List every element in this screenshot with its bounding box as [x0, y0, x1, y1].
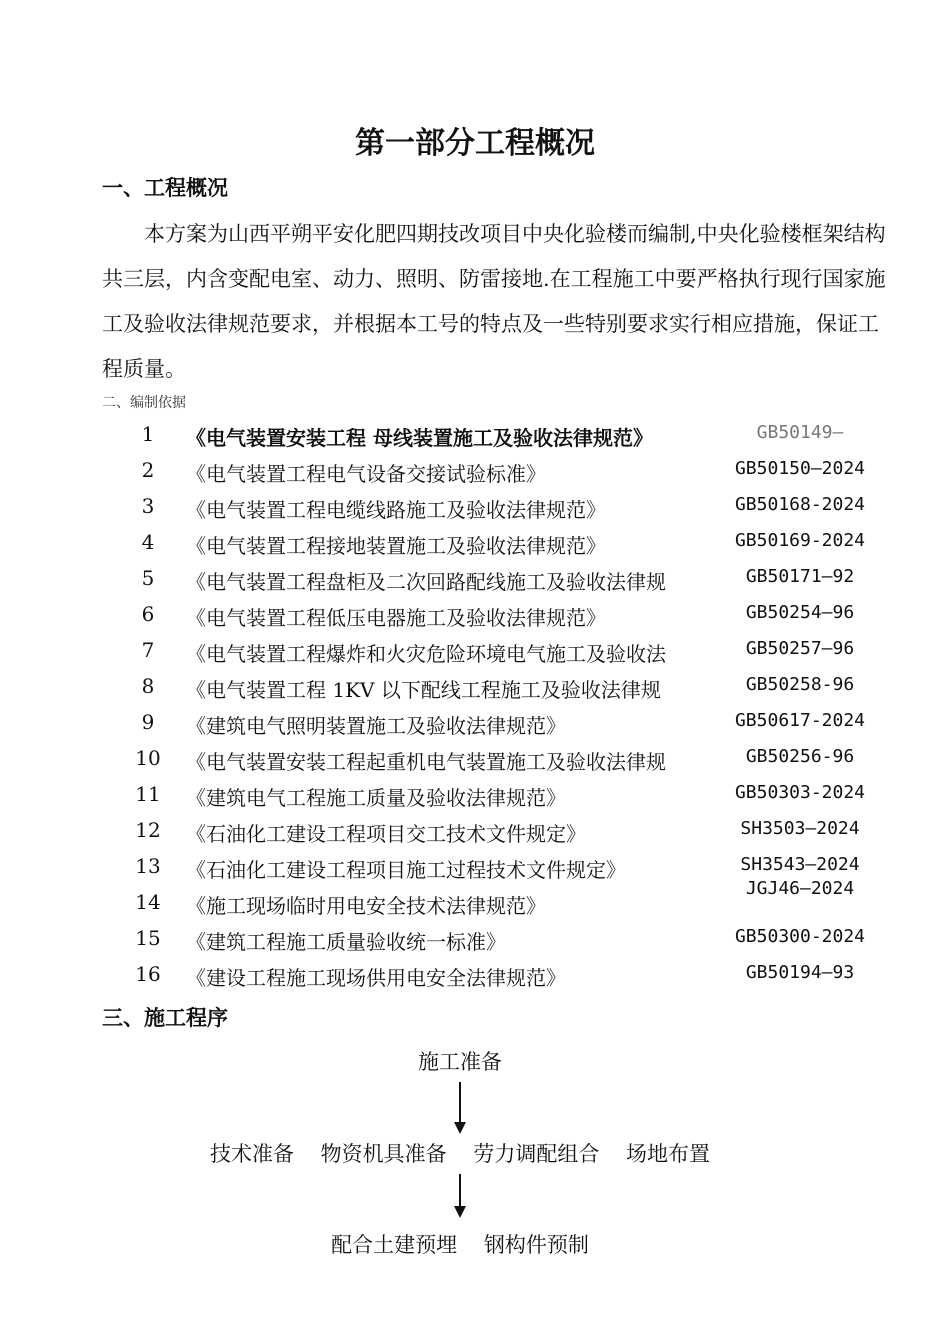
item-number: 6 [141, 602, 155, 626]
item-number: 7 [141, 638, 155, 662]
item-code: GB50256-96 [745, 746, 855, 767]
item-name: 《电气装置工程低压电器施工及验收法律规范》 [186, 606, 606, 630]
flow-node: 物资机具准备 [320, 1142, 447, 1166]
item-code: GB50150—2024 [734, 458, 866, 479]
list-item [0, 962, 950, 998]
item-number: 5 [141, 566, 155, 590]
item-name: 《电气装置安装工程起重机电气装置施工及验收法律规 [186, 750, 666, 774]
item-number: 11 [135, 782, 161, 806]
item-number: 12 [135, 818, 161, 842]
flow-arrow-1 [459, 1082, 461, 1124]
item-number: 2 [141, 458, 155, 482]
list-item [0, 674, 950, 710]
item-code: GB50617-2024 [734, 710, 866, 731]
arrow-down-icon [454, 1122, 466, 1134]
item-number: 10 [135, 746, 161, 770]
flow-step-3 [0, 1229, 920, 1259]
item-name: 《石油化工建设工程项目交工技术文件规定》 [186, 822, 586, 846]
item-name: 《电气装置安装工程 母线装置施工及验收法律规范》 [186, 426, 653, 450]
list-item [0, 710, 950, 746]
item-name: 《电气装置工程电缆线路施工及验收法律规范》 [186, 498, 606, 522]
item-number: 13 [135, 854, 161, 878]
list-item [0, 458, 950, 494]
section-heading-procedure: 三、施工程序 [102, 1005, 228, 1030]
item-code: SH3503—2024 [740, 818, 860, 839]
item-code: GB50300-2024 [734, 926, 866, 947]
flow-node: 配合土建预埋 [331, 1233, 458, 1257]
item-number: 14 [135, 890, 161, 914]
item-code: GB50194—93 [745, 962, 855, 983]
list-item [0, 878, 950, 926]
item-number: 3 [141, 494, 155, 518]
item-name: 《石油化工建设工程项目施工过程技术文件规定》 [186, 858, 626, 882]
item-code: GB50169-2024 [734, 530, 866, 551]
item-code: GB50258-96 [745, 674, 855, 695]
arrow-down-icon [454, 1206, 466, 1218]
flow-node: 技术准备 [209, 1142, 294, 1166]
list-item [0, 926, 950, 962]
item-number: 16 [135, 962, 161, 986]
item-number: 4 [141, 530, 155, 554]
flow-node: 钢构件预制 [483, 1233, 589, 1257]
item-name: 《建设工程施工现场供用电安全法律规范》 [186, 966, 566, 990]
item-code: GB50303-2024 [734, 782, 866, 803]
list-item [0, 494, 950, 530]
list-item [0, 746, 950, 782]
flow-step-2 [0, 1138, 920, 1168]
section-heading-overview: 一、工程概况 [102, 175, 228, 200]
list-item [0, 602, 950, 638]
item-name: 《电气装置工程盘柜及二次回路配线施工及验收法律规 [186, 570, 666, 594]
item-code: GB50254—96 [745, 602, 855, 623]
item-name: 《建筑工程施工质量验收统一标准》 [186, 930, 506, 954]
item-code: GB50168-2024 [734, 494, 866, 515]
item-name: 《电气装置工程 1KV 以下配线工程施工及验收法律规 [186, 678, 661, 702]
list-item [0, 422, 950, 458]
item-code: GB50171—92 [745, 566, 855, 587]
item-name: 《电气装置工程接地装置施工及验收法律规范》 [186, 534, 606, 558]
item-name: 《施工现场临时用电安全技术法律规范》 [186, 894, 546, 918]
item-code: GB50257—96 [745, 638, 855, 659]
item-name: 《电气装置工程爆炸和火灾危险环境电气施工及验收法 [186, 642, 666, 666]
item-number: 9 [141, 710, 155, 734]
list-item [0, 638, 950, 674]
item-code: GB50149— [756, 422, 844, 443]
flow-node: 场地布置 [626, 1142, 711, 1166]
flow-step-1 [0, 1046, 920, 1076]
flow-node: 劳力调配组合 [473, 1142, 600, 1166]
item-name: 《建筑电气照明装置施工及验收法律规范》 [186, 714, 566, 738]
item-code: SH3543—2024 [740, 854, 860, 875]
item-number: 1 [141, 422, 155, 446]
list-item [0, 566, 950, 602]
flow-node: 施工准备 [418, 1050, 502, 1074]
page-title: 第一部分工程概况 [355, 126, 595, 161]
item-number: 15 [135, 926, 161, 950]
item-code: JGJ46—2024 [745, 878, 855, 899]
item-name: 《建筑电气工程施工质量及验收法律规范》 [186, 786, 566, 810]
list-item [0, 818, 950, 854]
list-item [0, 530, 950, 566]
section-heading-basis: 二、编制依据 [102, 395, 186, 411]
list-item [0, 782, 950, 818]
item-number: 8 [141, 674, 155, 698]
flow-arrow-2 [459, 1174, 461, 1208]
item-name: 《电气装置工程电气设备交接试验标准》 [186, 462, 546, 486]
overview-paragraph: 本方案为山西平朔平安化肥四期技改项目中央化验楼而编制,中央化验楼框架结构共三层，内含变配电室、动力、照明、防雷接地.在工程施工中要严格执行现行国家施工及验收法律规范要求，并根据本工号的特点及一些特别要求实行相应措施，保证工程质量。 [102, 222, 886, 381]
